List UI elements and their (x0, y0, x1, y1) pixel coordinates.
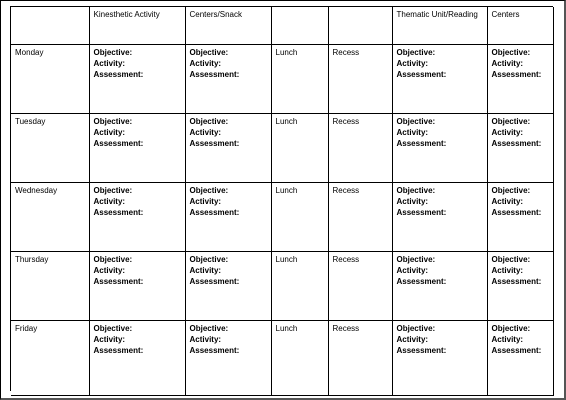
assessment-label: Assessment: (93, 70, 144, 79)
lesson-cell-thematic (392, 45, 487, 114)
day-label: Monday (11, 45, 89, 114)
activity-label: Activity: (93, 335, 126, 344)
lesson-cell-centers-snack (185, 183, 271, 252)
activity-label: Activity: (491, 128, 524, 137)
objective-label: Objective: (93, 48, 133, 57)
objective-label: Objective: (491, 255, 531, 264)
objective-label: Objective: (189, 117, 229, 126)
recess-cell: Recess (328, 183, 392, 252)
header-cell-centers-snack: Centers/Snack (185, 7, 271, 45)
assessment-label: Assessment: (93, 208, 144, 217)
activity-label: Activity: (491, 266, 524, 275)
assessment-label: Assessment: (396, 208, 447, 217)
assessment-label: Assessment: (189, 139, 240, 148)
lesson-cell-thematic (392, 321, 487, 396)
activity-label: Activity: (93, 197, 126, 206)
lesson-cell-centers-snack (185, 45, 271, 114)
activity-label: Activity: (93, 128, 126, 137)
lunch-cell: Lunch (271, 183, 328, 252)
objective-label: Objective: (189, 48, 229, 57)
assessment-label: Assessment: (491, 139, 542, 148)
objective-label: Objective: (189, 324, 229, 333)
assessment-label: Assessment: (491, 277, 542, 286)
assessment-label: Assessment: (396, 139, 447, 148)
activity-label: Activity: (396, 128, 429, 137)
table-area (10, 6, 553, 391)
header-cell-centers: Centers (487, 7, 553, 45)
lesson-cell-centers (487, 45, 553, 114)
recess-cell: Recess (328, 321, 392, 396)
recess-cell: Recess (328, 114, 392, 183)
activity-label: Activity: (93, 266, 126, 275)
objective-label: Objective: (396, 186, 436, 195)
activity-label: Activity: (189, 128, 222, 137)
objective-label: Objective: (396, 48, 436, 57)
lesson-cell-kinesthetic (89, 321, 185, 396)
lesson-cell-centers (487, 183, 553, 252)
lesson-cell-thematic (392, 252, 487, 321)
activity-label: Activity: (189, 197, 222, 206)
day-label: Thursday (11, 252, 89, 321)
lesson-cell-kinesthetic (89, 183, 185, 252)
assessment-label: Assessment: (189, 277, 240, 286)
objective-label: Objective: (491, 324, 531, 333)
objective-label: Objective: (491, 186, 531, 195)
objective-label: Objective: (93, 324, 133, 333)
lesson-cell-centers (487, 252, 553, 321)
objective-label: Objective: (93, 117, 133, 126)
lesson-cell-kinesthetic (89, 252, 185, 321)
header-cell-recess (328, 7, 392, 45)
activity-label: Activity: (189, 335, 222, 344)
weekly-planner-table (11, 7, 554, 396)
objective-label: Objective: (189, 186, 229, 195)
assessment-label: Assessment: (93, 277, 144, 286)
assessment-label: Assessment: (93, 139, 144, 148)
day-label: Tuesday (11, 114, 89, 183)
objective-label: Objective: (189, 255, 229, 264)
lesson-cell-centers (487, 114, 553, 183)
day-row-friday (11, 321, 553, 396)
day-row-thursday (11, 252, 553, 321)
lesson-cell-centers-snack (185, 114, 271, 183)
activity-label: Activity: (396, 335, 429, 344)
header-cell-corner (11, 7, 89, 45)
activity-label: Activity: (396, 197, 429, 206)
day-label: Friday (11, 321, 89, 396)
objective-label: Objective: (491, 48, 531, 57)
recess-cell: Recess (328, 252, 392, 321)
lunch-cell: Lunch (271, 252, 328, 321)
assessment-label: Assessment: (93, 346, 144, 355)
activity-label: Activity: (396, 59, 429, 68)
activity-label: Activity: (93, 59, 126, 68)
objective-label: Objective: (396, 324, 436, 333)
lesson-cell-thematic (392, 183, 487, 252)
assessment-label: Assessment: (396, 277, 447, 286)
assessment-label: Assessment: (491, 346, 542, 355)
objective-label: Objective: (396, 255, 436, 264)
lesson-cell-kinesthetic (89, 45, 185, 114)
header-cell-kinesthetic: Kinesthetic Activity (89, 7, 185, 45)
header-cell-thematic: Thematic Unit/Reading (392, 7, 487, 45)
objective-label: Objective: (396, 117, 436, 126)
header-row (11, 7, 553, 45)
day-row-wednesday (11, 183, 553, 252)
activity-label: Activity: (189, 266, 222, 275)
assessment-label: Assessment: (396, 70, 447, 79)
objective-label: Objective: (93, 255, 133, 264)
lunch-cell: Lunch (271, 114, 328, 183)
lesson-cell-centers (487, 321, 553, 396)
objective-label: Objective: (491, 117, 531, 126)
lunch-cell: Lunch (271, 45, 328, 114)
day-label: Wednesday (11, 183, 89, 252)
header-cell-lunch (271, 7, 328, 45)
assessment-label: Assessment: (491, 70, 542, 79)
lesson-cell-centers-snack (185, 252, 271, 321)
lunch-cell: Lunch (271, 321, 328, 396)
assessment-label: Assessment: (189, 346, 240, 355)
assessment-label: Assessment: (189, 208, 240, 217)
day-row-tuesday (11, 114, 553, 183)
assessment-label: Assessment: (189, 70, 240, 79)
lesson-cell-kinesthetic (89, 114, 185, 183)
activity-label: Activity: (189, 59, 222, 68)
assessment-label: Assessment: (396, 346, 447, 355)
lesson-cell-centers-snack (185, 321, 271, 396)
lesson-cell-thematic (392, 114, 487, 183)
objective-label: Objective: (93, 186, 133, 195)
activity-label: Activity: (396, 266, 429, 275)
activity-label: Activity: (491, 197, 524, 206)
day-row-monday (11, 45, 553, 114)
activity-label: Activity: (491, 335, 524, 344)
activity-label: Activity: (491, 59, 524, 68)
assessment-label: Assessment: (491, 208, 542, 217)
recess-cell: Recess (328, 45, 392, 114)
